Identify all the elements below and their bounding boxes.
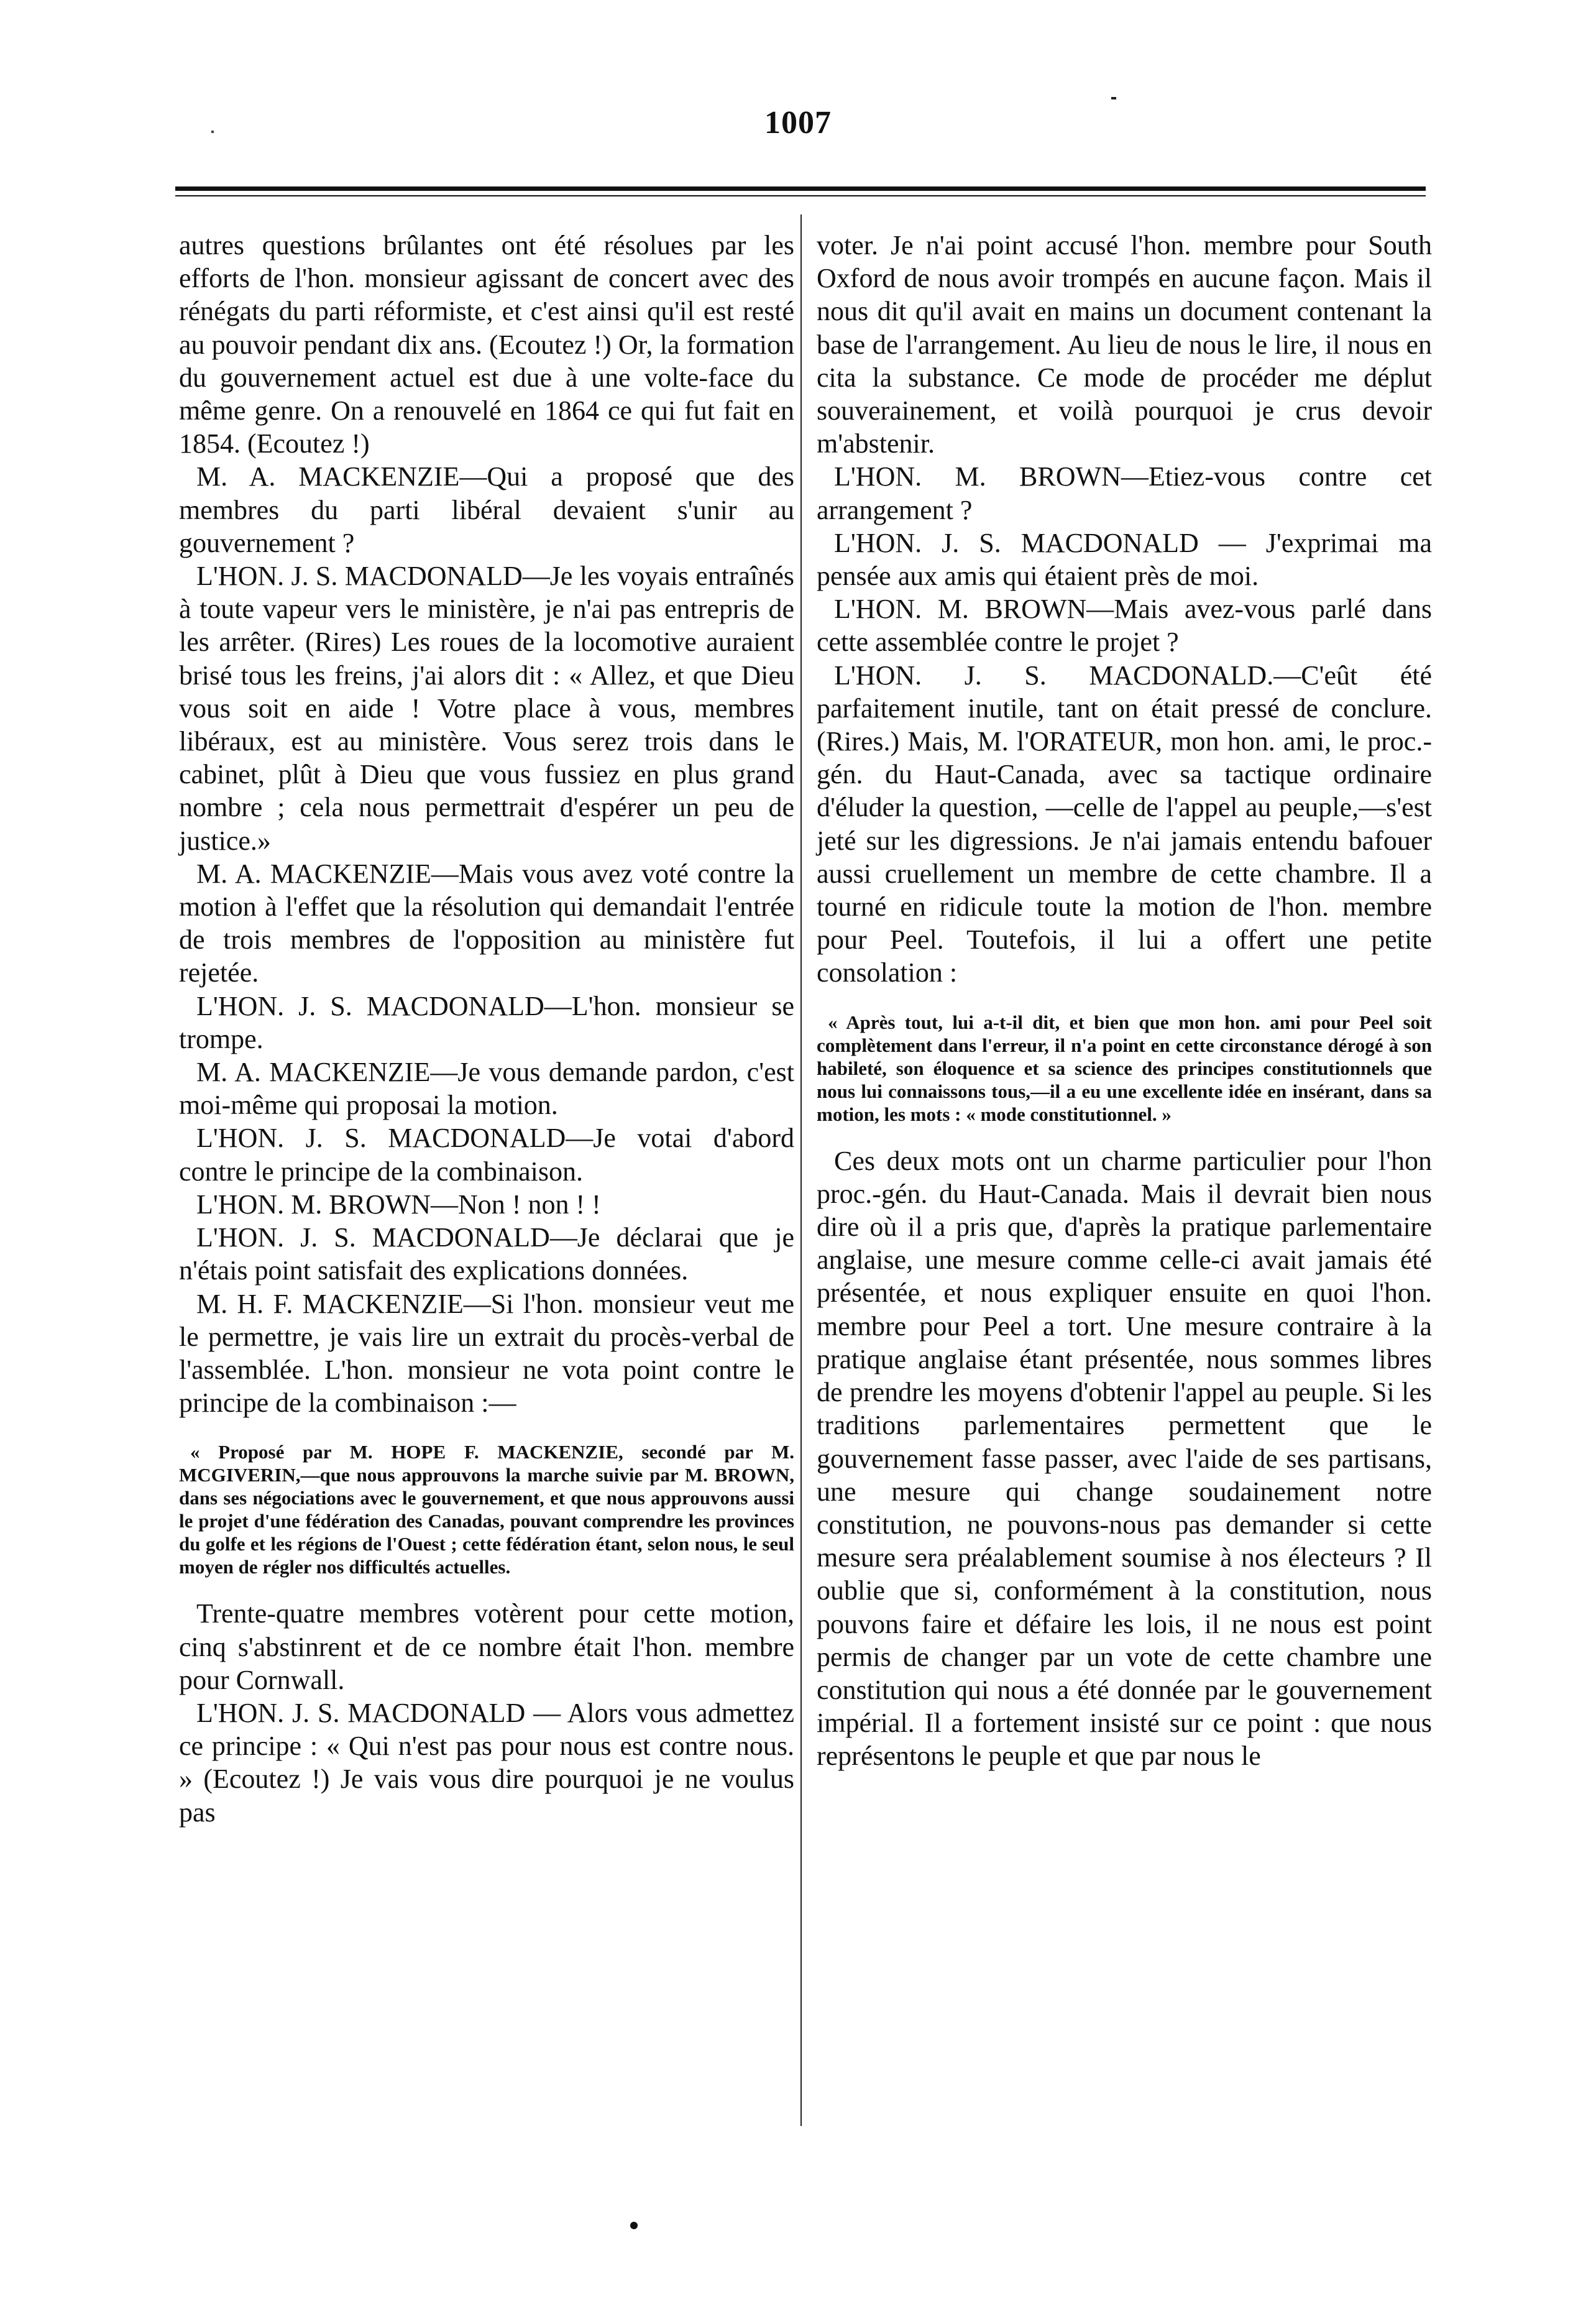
paragraph: L'HON. J. S. MACDONALD—Je déclarai que je n'étais point satisfait des explications données. — [179, 1222, 794, 1286]
paragraph: autres questions brûlantes ont été résolues par les efforts de l'hon. monsieur agissant de concert avec des rénégats du parti réformiste, et c'est ainsi qu'il est resté au pouvoir pendant dix ans. (Ecoutez !) Or, la formation du gouvernement actuel est due à une volte-face du même genre. On a renouvelé en 1864 ce qui fut fait en 1854. (Ecoutez !) — [179, 230, 794, 459]
paragraph: M. A. MACKENZIE—Qui a proposé que des membres du parti libéral devaient s'unir au gouvernement ? — [179, 461, 794, 558]
paragraph: L'HON. M. BROWN—Etiez-vous contre cet arrangement ? — [817, 461, 1432, 525]
bottom-print-mark — [630, 2222, 638, 2229]
paragraph: L'HON. J. S. MACDONALD — Alors vous admettez ce principe : « Qui n'est pas pour nous est contre nous. » (Ecoutez !) Je vais vous dire pourquoi je ne voulus pas — [179, 1697, 794, 1828]
page-number: 1007 — [764, 105, 832, 140]
paragraph: M. H. F. MACKENZIE—Si l'hon. monsieur veut me le permettre, je vais lire un extrait du procès-verbal de l'assemblée. L'hon. monsieur ne vota point contre le principe de la combinaison :— — [179, 1288, 794, 1419]
right-column — [817, 229, 1432, 1773]
left-column — [179, 229, 794, 1829]
paragraph: voter. Je n'ai point accusé l'hon. membre pour South Oxford de nous avoir trompés en aucune façon. Mais il nous dit qu'il avait en mains un document contenant la base de l'arrangement. Au lieu de nous le lire, il nous en cita la substance. Ce mode de procéder me déplut souverainement, et voilà pourquoi je crus devoir m'abstenir. — [817, 230, 1432, 459]
paragraph: L'HON. J. S. MACDONALD—Je les voyais entraînés à toute vapeur vers le ministère, je n'ai pas entrepris de les arrêter. (Rires) Les roues de la locomotive auraient brisé tous les freins, j'ai alors dit : « Allez, et que Dieu vous soit en aide ! Votre place à vous, membres libéraux, est au ministère. Vous serez trois dans le cabinet, plût à Dieu que vous fussiez en plus grand nombre ; cela nous permettrait d'espérer un peu de justice.» — [179, 561, 794, 856]
quoted-resolution: « Proposé par M. HOPE F. MACKENZIE, secondé par M. MCGIVERIN,—que nous approuvons la marche suivie par M. BROWN, dans ses négociations avec le gouvernement, et que nous approuvons aussi le projet d'une fédération des Canadas, pouvant comprendre les provinces du golfe et les régions de l'Ouest ; cette fédération étant, selon nous, le seul moyen de régler nos difficultés actuelles. — [179, 1441, 794, 1578]
quoted-statement: « Après tout, lui a-t-il dit, et bien que mon hon. ami pour Peel soit complètement dans l'erreur, il n'a point en cette circonstance dérogé à son habileté, son éloquence et sa science des principes constitutionnels que nous lui connaissons tous,—il a eu une excellente idée en insérant, dans sa motion, les mots : « mode constitutionnel. » — [817, 1011, 1432, 1125]
paragraph: L'HON. J. S. MACDONALD—Je votai d'abord contre le principe de la combinaison. — [179, 1123, 794, 1187]
paragraph: Ces deux mots ont un charme particulier pour l'hon proc.-gén. du Haut-Canada. Mais il devrait bien nous dire où il a pris que, d'après la pratique parlementaire anglaise, une mesure comme celle-ci avait jamais été présentée, et nous expliquer ensuite en quoi l'hon. membre pour Peel a tort. Une mesure contraire à la pratique anglaise étant présentée, nous sommes libres de prendre les moyens d'obtenir l'appel au peuple. Si les traditions parlementaires permettent que le gouvernement fasse passer, avec l'aide de ses partisans, une mesure qui change soudainement notre constitution, ne pouvons-nous pas demander si cette mesure sera préalablement soumise à nos électeurs ? Il oublie que si, conformément à la constitution, nous pouvons faire et défaire les lois, il ne nous est point permis de changer par un vote de cette chambre une constitution qui nous a été donnée par le gouvernement impérial. Il a fortement insisté sur ce point : que nous représentons le peuple et que par nous le — [817, 1145, 1432, 1772]
paragraph: M. A. MACKENZIE—Mais vous avez voté contre la motion à l'effet que la résolution qui demandait l'entrée de trois membres de l'opposition au ministère fut rejetée. — [179, 858, 794, 988]
paragraph: L'HON. M. BROWN—Mais avez-vous parlé dans cette assemblée contre le projet ? — [817, 594, 1432, 658]
header-rule-thick — [175, 186, 1426, 191]
print-speck — [1111, 97, 1116, 99]
paragraph: L'HON. M. BROWN—Non ! non ! ! — [196, 1189, 601, 1220]
paragraph: L'HON. J. S. MACDONALD.—C'eût été parfaitement inutile, tant on était pressé de conclure. (Rires.) Mais, M. l'ORATEUR, mon hon. ami, le proc.-gén. du Haut-Canada, avec sa tactique ordinaire d'éluder la question, —celle de l'appel au peuple,—s'est jeté sur les digressions. Je n'ai jamais entendu bafouer aussi cruellement un membre de cette chambre. Il a tourné en ridicule toute la motion de l'hon. membre pour Peel. Toutefois, il lui a offert une petite consolation : — [817, 660, 1432, 988]
paragraph: L'HON. J. S. MACDONALD — J'exprimai ma pensée aux amis qui étaient près de moi. — [817, 527, 1432, 592]
paragraph: M. A. MACKENZIE—Je vous demande pardon, c'est moi-même qui proposai la motion. — [179, 1057, 794, 1121]
paragraph: L'HON. J. S. MACDONALD—L'hon. monsieur se trompe. — [179, 990, 794, 1054]
paragraph: Trente-quatre membres votèrent pour cette motion, cinq s'abstinrent et de ce nombre était l'hon. membre pour Cornwall. — [179, 1598, 794, 1695]
column-divider — [800, 214, 802, 2126]
header-rule-thin — [175, 195, 1426, 196]
